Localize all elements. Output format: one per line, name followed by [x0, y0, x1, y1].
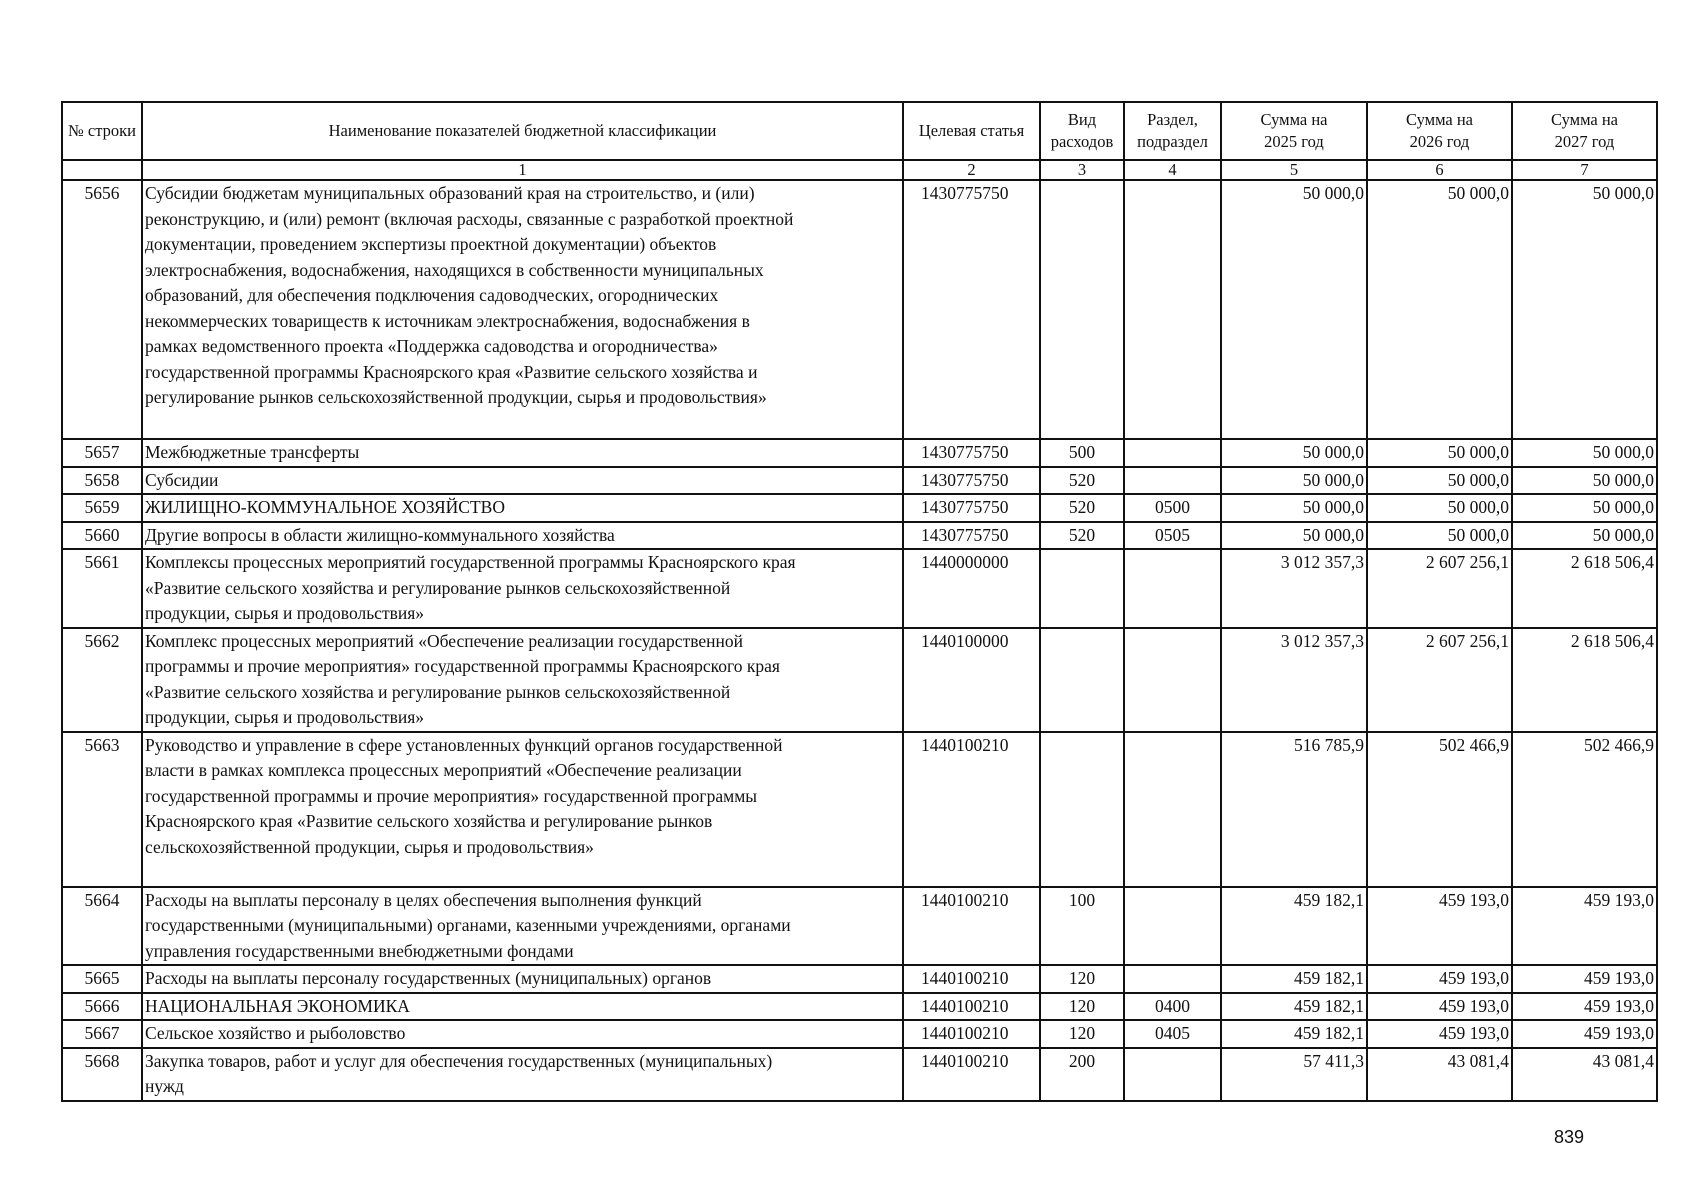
row-number: 5668 [62, 1048, 142, 1101]
row-target-article: 1430775750 [903, 522, 1040, 550]
row-number: 5662 [62, 628, 142, 732]
page-number: 839 [1554, 1127, 1585, 1147]
row-sum-2025: 459 182,1 [1221, 887, 1367, 966]
row-section [1124, 467, 1221, 495]
table-row [62, 993, 1657, 1021]
table-row [62, 1020, 1657, 1048]
table-row [62, 494, 1657, 522]
row-sum-2025: 516 785,9 [1221, 732, 1367, 887]
row-expense-type: 520 [1040, 467, 1124, 495]
column-number: 6 [1367, 160, 1512, 180]
header-section: Раздел, подраздел [1124, 102, 1221, 160]
row-sum-2026: 50 000,0 [1367, 180, 1512, 439]
row-section [1124, 180, 1221, 439]
table-row [62, 1048, 1657, 1101]
row-number: 5660 [62, 522, 142, 550]
row-section [1124, 1048, 1221, 1101]
row-expense-type: 520 [1040, 522, 1124, 550]
header-row-number: № строки [62, 102, 142, 160]
row-number: 5665 [62, 965, 142, 993]
row-sum-2026: 459 193,0 [1367, 887, 1512, 966]
table-row [62, 522, 1657, 550]
row-number: 5666 [62, 993, 142, 1021]
row-sum-2025: 50 000,0 [1221, 467, 1367, 495]
row-sum-2025: 459 182,1 [1221, 1020, 1367, 1048]
table-row [62, 887, 1657, 966]
column-number-blank [62, 160, 142, 180]
row-sum-2027: 50 000,0 [1512, 494, 1657, 522]
row-sum-2026: 50 000,0 [1367, 522, 1512, 550]
row-expense-type [1040, 180, 1124, 439]
row-number: 5663 [62, 732, 142, 887]
row-target-article: 1440100000 [903, 628, 1040, 732]
row-sum-2027: 50 000,0 [1512, 467, 1657, 495]
header-sum-2027: Сумма на 2027 год [1512, 102, 1657, 160]
row-sum-2027: 459 193,0 [1512, 887, 1657, 966]
row-sum-2027: 459 193,0 [1512, 1020, 1657, 1048]
table-row [62, 467, 1657, 495]
row-name: Расходы на выплаты персоналу государственных (муниципальных) органов [142, 965, 903, 993]
row-number: 5667 [62, 1020, 142, 1048]
row-section [1124, 628, 1221, 732]
row-expense-type [1040, 549, 1124, 628]
table-row [62, 628, 1657, 732]
column-number: 5 [1221, 160, 1367, 180]
row-name: Субсидии [142, 467, 903, 495]
row-expense-type: 120 [1040, 965, 1124, 993]
row-sum-2027: 459 193,0 [1512, 993, 1657, 1021]
column-number: 4 [1124, 160, 1221, 180]
row-expense-type [1040, 732, 1124, 887]
table-row [62, 965, 1657, 993]
header-row [62, 102, 1657, 160]
row-sum-2027: 50 000,0 [1512, 439, 1657, 467]
column-number: 7 [1512, 160, 1657, 180]
row-sum-2026: 2 607 256,1 [1367, 628, 1512, 732]
row-target-article: 1440100210 [903, 1048, 1040, 1101]
table-row [62, 439, 1657, 467]
row-target-article: 1430775750 [903, 467, 1040, 495]
row-section [1124, 965, 1221, 993]
row-target-article: 1440100210 [903, 732, 1040, 887]
row-number: 5658 [62, 467, 142, 495]
table-row [62, 549, 1657, 628]
row-target-article: 1430775750 [903, 494, 1040, 522]
row-name: Субсидии бюджетам муниципальных образований края на строительство, и (или) реконструкцию, и (или) ремонт (включая расходы, связанные с разработкой проектной документации, проведением экспертизы проектной документации) объектов электроснабжения, водоснабжения, находящихся в собственности муниципальных образований, для обеспечения подключения садоводческих, огороднических некоммерческих товариществ к источникам электроснабжения, водоснабжения в рамках ведомственного проекта «Поддержка садоводства и огородничества» государственной программы Красноярского края «Развитие сельского хозяйства и регулирование рынков сельскохозяйственной продукции, сырья и продовольствия» [142, 180, 903, 439]
row-name: НАЦИОНАЛЬНАЯ ЭКОНОМИКА [142, 993, 903, 1021]
budget-table [61, 101, 1658, 1102]
row-section: 0405 [1124, 1020, 1221, 1048]
row-sum-2026: 502 466,9 [1367, 732, 1512, 887]
row-name: Закупка товаров, работ и услуг для обеспечения государственных (муниципальных) нужд [142, 1048, 903, 1101]
column-number-row [62, 160, 1657, 180]
row-sum-2026: 50 000,0 [1367, 494, 1512, 522]
column-number: 3 [1040, 160, 1124, 180]
row-expense-type: 100 [1040, 887, 1124, 966]
row-target-article: 1440100210 [903, 993, 1040, 1021]
header-name: Наименование показателей бюджетной классификации [142, 102, 903, 160]
row-section [1124, 549, 1221, 628]
row-number: 5657 [62, 439, 142, 467]
row-sum-2025: 459 182,1 [1221, 965, 1367, 993]
row-target-article: 1430775750 [903, 180, 1040, 439]
row-sum-2025: 50 000,0 [1221, 439, 1367, 467]
row-expense-type: 120 [1040, 1020, 1124, 1048]
column-number: 1 [142, 160, 903, 180]
row-name: Комплексы процессных мероприятий государственной программы Красноярского края «Развитие сельского хозяйства и регулирование рынков сельскохозяйственной продукции, сырья и продовольствия» [142, 549, 903, 628]
row-name: Комплекс процессных мероприятий «Обеспечение реализации государственной программы и прочие мероприятия» государственной программы Красноярского края «Развитие сельского хозяйства и регулирование рынков сельскохозяйственной продукции, сырья и продовольствия» [142, 628, 903, 732]
row-target-article: 1440000000 [903, 549, 1040, 628]
row-sum-2026: 50 000,0 [1367, 467, 1512, 495]
row-name: Межбюджетные трансферты [142, 439, 903, 467]
row-number: 5659 [62, 494, 142, 522]
row-sum-2025: 459 182,1 [1221, 993, 1367, 1021]
row-name: Другие вопросы в области жилищно-коммунального хозяйства [142, 522, 903, 550]
row-name: Расходы на выплаты персоналу в целях обеспечения выполнения функций государственными (муниципальными) органами, казенными учреждениями, органами управления государственными внебюджетными фондами [142, 887, 903, 966]
row-sum-2025: 3 012 357,3 [1221, 549, 1367, 628]
row-number: 5661 [62, 549, 142, 628]
row-sum-2027: 502 466,9 [1512, 732, 1657, 887]
row-target-article: 1440100210 [903, 887, 1040, 966]
row-sum-2026: 43 081,4 [1367, 1048, 1512, 1101]
row-number: 5656 [62, 180, 142, 439]
row-section: 0500 [1124, 494, 1221, 522]
row-sum-2026: 50 000,0 [1367, 439, 1512, 467]
header-sum-2026: Сумма на 2026 год [1367, 102, 1512, 160]
row-sum-2027: 43 081,4 [1512, 1048, 1657, 1101]
header-sum-2025: Сумма на 2025 год [1221, 102, 1367, 160]
table-row [62, 180, 1657, 439]
row-sum-2026: 459 193,0 [1367, 1020, 1512, 1048]
row-sum-2027: 2 618 506,4 [1512, 628, 1657, 732]
row-target-article: 1430775750 [903, 439, 1040, 467]
row-section [1124, 887, 1221, 966]
row-section [1124, 732, 1221, 887]
row-sum-2026: 459 193,0 [1367, 965, 1512, 993]
header-target-article: Целевая статья [903, 102, 1040, 160]
row-name: ЖИЛИЩНО-КОММУНАЛЬНОЕ ХОЗЯЙСТВО [142, 494, 903, 522]
table-row [62, 732, 1657, 887]
row-sum-2027: 459 193,0 [1512, 965, 1657, 993]
row-section: 0400 [1124, 993, 1221, 1021]
row-target-article: 1440100210 [903, 1020, 1040, 1048]
row-expense-type: 200 [1040, 1048, 1124, 1101]
row-sum-2026: 459 193,0 [1367, 993, 1512, 1021]
row-sum-2026: 2 607 256,1 [1367, 549, 1512, 628]
row-sum-2025: 50 000,0 [1221, 522, 1367, 550]
row-sum-2025: 57 411,3 [1221, 1048, 1367, 1101]
row-name: Сельское хозяйство и рыболовство [142, 1020, 903, 1048]
header-expense-type: Вид расходов [1040, 102, 1124, 160]
row-target-article: 1440100210 [903, 965, 1040, 993]
row-sum-2027: 50 000,0 [1512, 522, 1657, 550]
row-section [1124, 439, 1221, 467]
row-sum-2027: 50 000,0 [1512, 180, 1657, 439]
row-expense-type: 120 [1040, 993, 1124, 1021]
row-expense-type: 520 [1040, 494, 1124, 522]
row-sum-2025: 50 000,0 [1221, 180, 1367, 439]
row-name: Руководство и управление в сфере установленных функций органов государственной власти в рамках комплекса процессных мероприятий «Обеспечение реализации государственной программы и прочие мероприятия» государственной программы Красноярского края «Развитие сельского хозяйства и регулирование рынков сельскохозяйственной продукции, сырья и продовольствия» [142, 732, 903, 887]
row-expense-type: 500 [1040, 439, 1124, 467]
row-sum-2027: 2 618 506,4 [1512, 549, 1657, 628]
row-sum-2025: 3 012 357,3 [1221, 628, 1367, 732]
row-expense-type [1040, 628, 1124, 732]
column-number: 2 [903, 160, 1040, 180]
row-number: 5664 [62, 887, 142, 966]
row-section: 0505 [1124, 522, 1221, 550]
row-sum-2025: 50 000,0 [1221, 494, 1367, 522]
